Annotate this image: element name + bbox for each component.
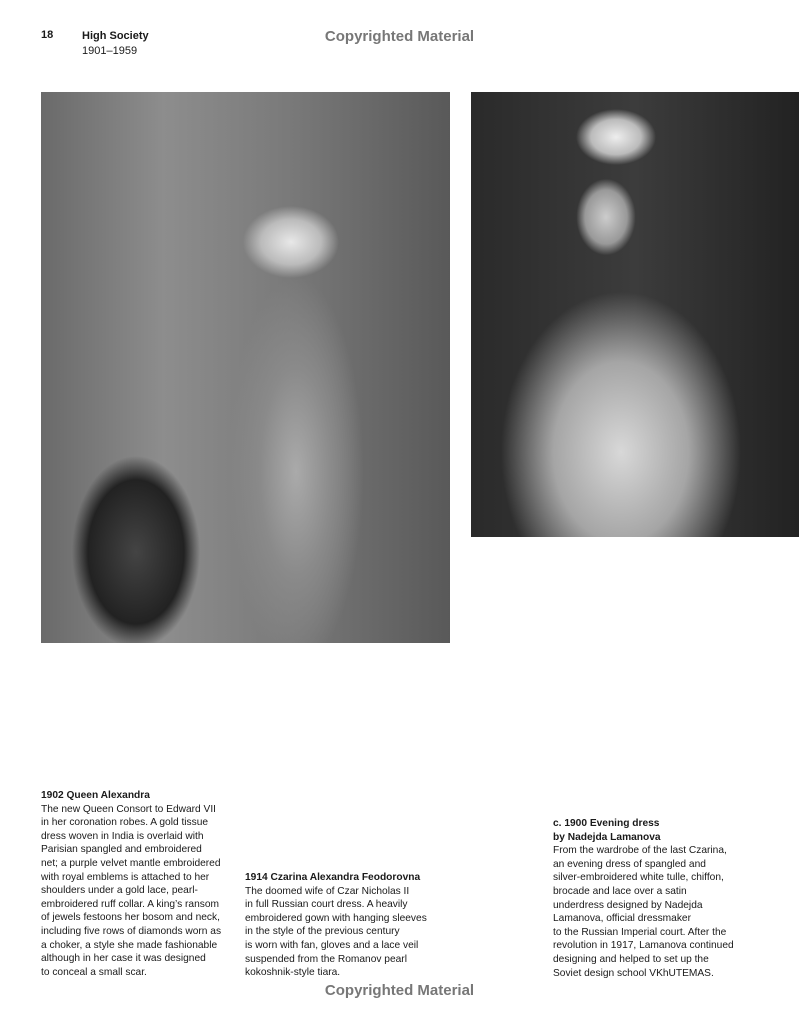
caption-line: The new Queen Consort to Edward VII <box>41 803 216 815</box>
caption-line: Soviet design school VKhUTEMAS. <box>553 967 714 979</box>
caption-line: embroidered gown with hanging sleeves <box>245 912 427 924</box>
caption-line: designing and helped to set up the <box>553 953 709 965</box>
caption-line: an evening dress of spangled and <box>553 858 706 870</box>
caption-line: to conceal a small scar. <box>41 966 147 978</box>
caption-line: suspended from the Romanov pearl <box>245 953 407 965</box>
caption-line: embroidered ruff collar. A king’s ransom <box>41 898 219 910</box>
section-years: 1901–1959 <box>82 45 138 57</box>
caption-line: Lamanova, official dressmaker <box>553 913 691 925</box>
caption-line: to the Russian Imperial court. After the <box>553 926 727 938</box>
caption-line: of jewels festoons her bosom and neck, <box>41 912 220 924</box>
caption-queen-alexandra <box>41 789 221 979</box>
section-title: High Society <box>82 30 149 42</box>
caption-line: The doomed wife of Czar Nicholas II <box>245 885 410 897</box>
caption-title: by Nadejda Lamanova <box>553 831 661 843</box>
caption-line: kokoshnik-style tiara. <box>245 967 341 979</box>
caption-line: in full Russian court dress. A heavily <box>245 899 408 911</box>
caption-line: brocade and lace over a satin <box>553 885 687 897</box>
caption-line: including five rows of diamonds worn as <box>41 925 222 937</box>
caption-czarina-alexandra <box>245 871 427 980</box>
photo-czarina-alexandra <box>471 92 799 537</box>
caption-line: underdress designed by Nadejda <box>553 899 703 911</box>
caption-line: dress woven in India is overlaid with <box>41 830 204 842</box>
caption-line: is worn with fan, gloves and a lace veil <box>245 939 419 951</box>
photo-queen-alexandra <box>41 92 450 643</box>
caption-line: with royal emblems is attached to her <box>41 871 210 883</box>
caption-line: a choker, a style she made fashionable <box>41 939 218 951</box>
watermark-bottom: Copyrighted Material <box>324 982 475 999</box>
caption-title: 1902 Queen Alexandra <box>41 790 150 801</box>
page-number: 18 <box>41 29 54 41</box>
caption-title: 1914 Czarina Alexandra Feodorovna <box>245 872 421 883</box>
caption-line: in the style of the previous century <box>245 926 400 938</box>
caption-line: shoulders under a gold lace, pearl- <box>41 885 198 897</box>
caption-line: in her coronation robes. A gold tissue <box>41 817 209 829</box>
caption-line: Parisian spangled and embroidered <box>41 844 202 856</box>
caption-title: c. 1900 Evening dress <box>553 818 660 829</box>
caption-line: From the wardrobe of the last Czarina, <box>553 845 727 857</box>
caption-line: silver-embroidered white tulle, chiffon, <box>553 872 724 884</box>
watermark-top: Copyrighted Material <box>324 28 475 45</box>
caption-line: revolution in 1917, Lamanova continued <box>553 940 734 952</box>
caption-line: net; a purple velvet mantle embroidered <box>41 857 221 869</box>
caption-evening-dress <box>553 817 734 980</box>
caption-line: although in her case it was designed <box>41 953 206 965</box>
